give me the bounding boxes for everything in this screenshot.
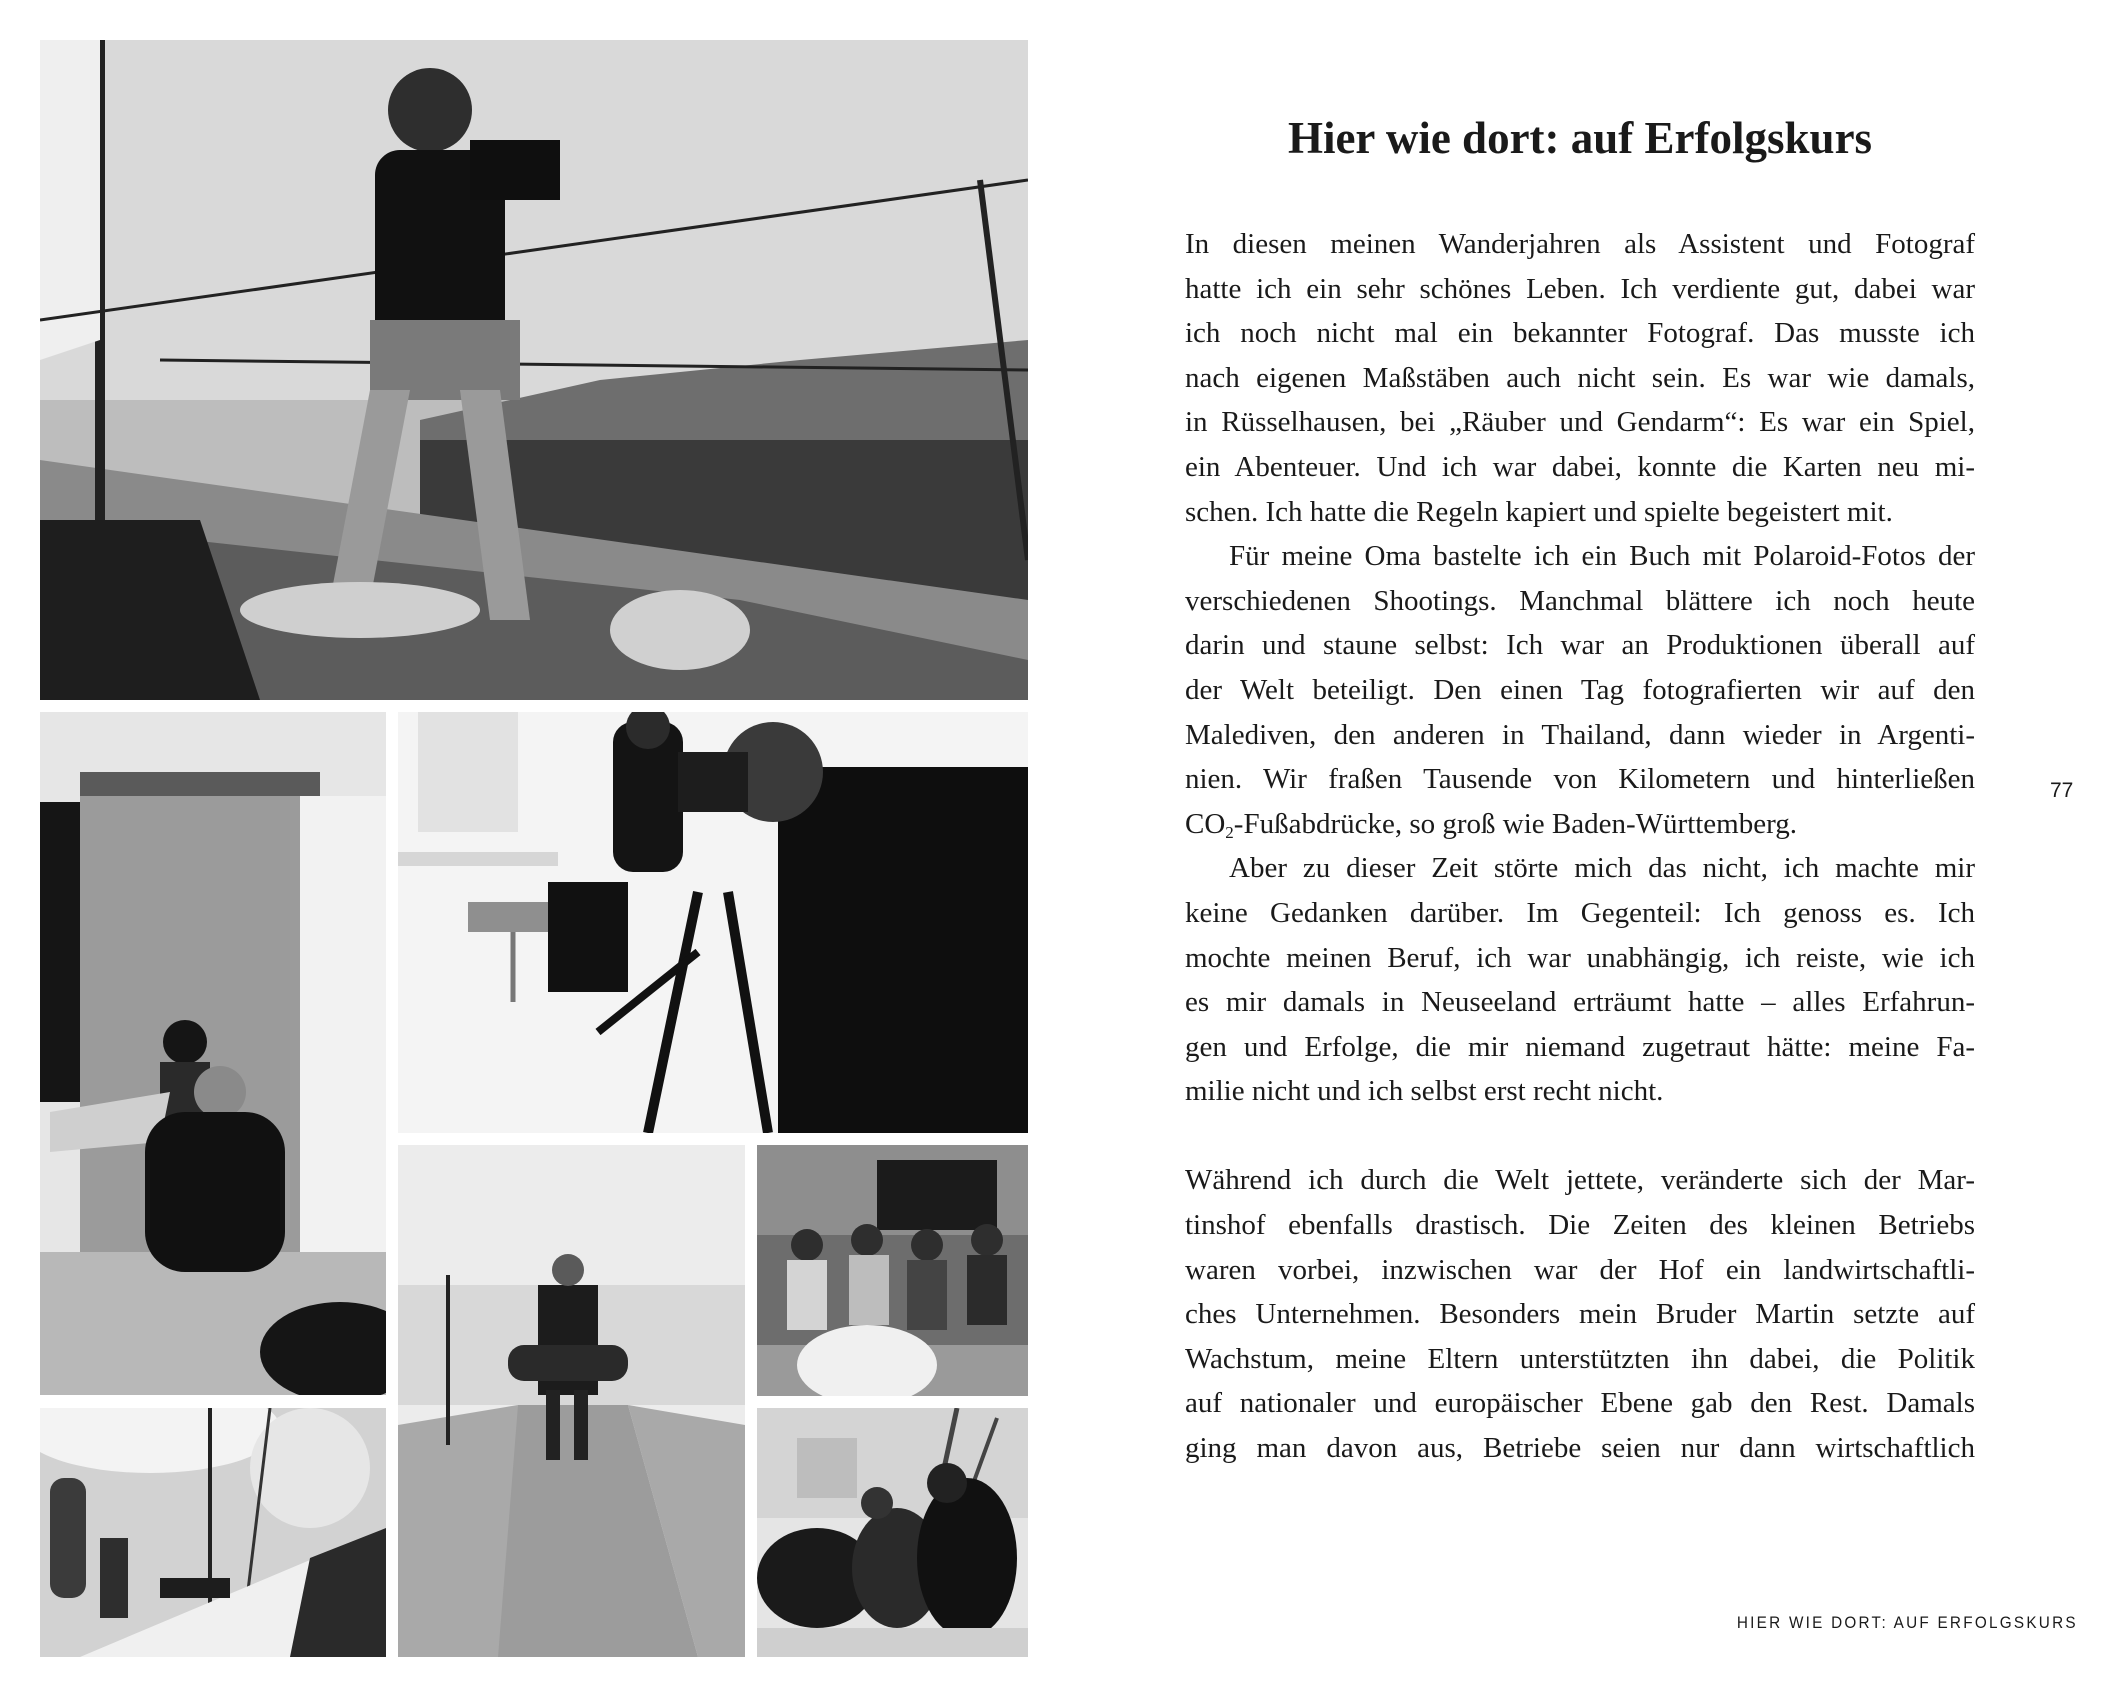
- body-text: [1185, 222, 1975, 1471]
- text-line: Während ich durch die Welt jettete, veränderte sich der Mar-: [1185, 1164, 1975, 1197]
- photo-crowd-viewing: [757, 1408, 1028, 1657]
- text-line: Malediven, den anderen in Thailand, dann wieder in Argenti-: [1185, 718, 1975, 751]
- text-line: waren vorbei, inzwischen war der Hof ein landwirtschaftli-: [1185, 1253, 1975, 1286]
- page-number: 77: [2050, 779, 2074, 802]
- text-line: auf nationaler und europäischer Ebene gab den Rest. Damals: [1185, 1387, 1975, 1420]
- text-line: ging man davon aus, Betriebe seien nur dann wirtschaftlich: [1185, 1432, 1975, 1465]
- text-line: ches Unternehmen. Besonders mein Bruder Martin setzte auf: [1185, 1298, 1975, 1331]
- co2-text: CO: [1185, 807, 1226, 840]
- text-line: Wachstum, meine Eltern unterstützten ihn dabei, die Politik: [1185, 1342, 1975, 1375]
- running-footer: HIER WIE DORT: AUF ERFOLGSKURS: [1737, 1613, 2078, 1632]
- text-line: In diesen meinen Wanderjahren als Assistent und Fotograf: [1185, 228, 1975, 260]
- text-line: nien. Wir fraßen Tausende von Kilometern und hinterließen: [1185, 763, 1975, 796]
- text-line: tinshof ebenfalls drastisch. Die Zeiten des kleinen Betriebs: [1185, 1209, 1975, 1242]
- text-line-co2: [1185, 802, 1975, 847]
- photo-temple-group: [757, 1145, 1028, 1396]
- text-line: nach eigenen Maßstäben auch nicht sein. Es war wie damals,: [1185, 361, 1975, 394]
- co2-subscript: 2: [1225, 822, 1234, 842]
- photo-elevator-shoot: [40, 712, 386, 1395]
- text-line: mochte meinen Beruf, ich war unabhängig, ich reiste, wie ich: [1185, 941, 1975, 974]
- text-line: verschiedenen Shootings. Manchmal blättere ich noch heute: [1185, 584, 1975, 617]
- text-line: der Welt beteiligt. Den einen Tag fotografierten wir auf den: [1185, 673, 1975, 706]
- photo-pier-walk: [398, 1145, 745, 1657]
- text-line: es mir damals in Neuseeland erträumt hatte – alles Erfahrun-: [1185, 986, 1975, 1019]
- text-line: Aber zu dieser Zeit störte mich das nicht, ich machte mir: [1229, 852, 1975, 885]
- photo-studio-shoot: [398, 712, 1028, 1133]
- text-line: ein Abenteuer. Und ich war dabei, konnte die Karten neu mi-: [1185, 450, 1975, 483]
- text-line: milie nicht und ich selbst erst recht nicht.: [1185, 1075, 1664, 1108]
- text-line: keine Gedanken darüber. Im Gegenteil: Ich genoss es. Ich: [1185, 896, 1975, 929]
- photo-sailboat-photographer: [40, 40, 1028, 700]
- paragraph-gap: [1185, 1114, 1975, 1159]
- text-line: schen. Ich hatte die Regeln kapiert und spielte begeistert mit.: [1185, 495, 1893, 528]
- co2-rest: -Fußabdrücke, so groß wie Baden-Württemberg.: [1233, 807, 1797, 840]
- text-line: ich noch nicht mal ein bekannter Fotograf. Das musste ich: [1185, 317, 1975, 350]
- text-line: Für meine Oma bastelte ich ein Buch mit Polaroid-Fotos der: [1229, 540, 1975, 573]
- text-line: darin und staune selbst: Ich war an Produktionen überall auf: [1185, 629, 1975, 662]
- photo-deck-crew: [40, 1408, 386, 1657]
- text-line: in Rüsselhausen, bei „Räuber und Gendarm“: Es war ein Spiel,: [1185, 406, 1975, 439]
- text-line: hatte ich ein sehr schönes Leben. Ich verdiente gut, dabei war: [1185, 272, 1975, 305]
- text-line: gen und Erfolge, die mir niemand zugetraut hätte: meine Fa-: [1185, 1030, 1975, 1063]
- chapter-title: Hier wie dort: auf Erfolgskurs: [1287, 113, 1873, 163]
